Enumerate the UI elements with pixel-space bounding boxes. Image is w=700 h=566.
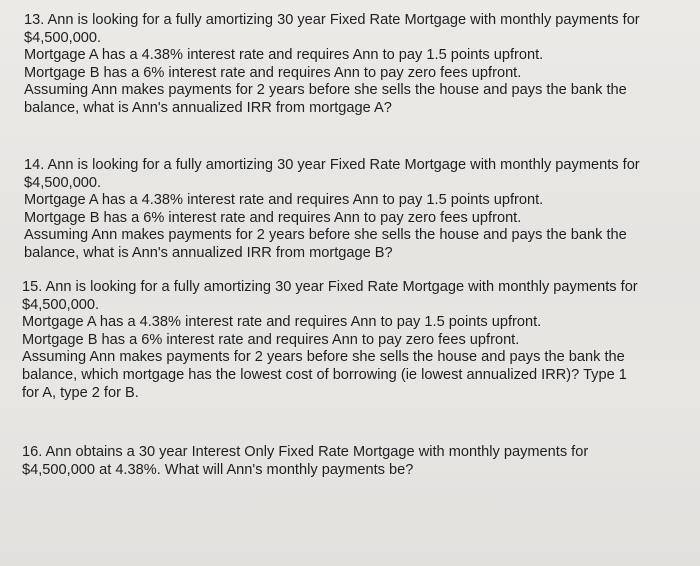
question-line: $4,500,000. xyxy=(24,174,102,191)
question-16 xyxy=(22,444,588,479)
question-13 xyxy=(24,12,640,118)
question-line: Assuming Ann makes payments for 2 years before she sells the house and pays the bank the xyxy=(22,349,625,366)
question-line: Mortgage A has a 4.38% interest rate and requires Ann to pay 1.5 points upfront. xyxy=(24,192,544,209)
question-line: Mortgage B has a 6% interest rate and requires Ann to pay zero fees upfront. xyxy=(24,64,522,81)
question-line: balance, what is Ann's annualized IRR from mortgage B? xyxy=(24,244,393,261)
question-line: 16. Ann obtains a 30 year Interest Only Fixed Rate Mortgage with monthly payments for xyxy=(22,444,589,460)
question-15 xyxy=(22,279,638,402)
question-line: balance, what is Ann's annualized IRR from mortgage A? xyxy=(24,99,392,116)
question-line: Mortgage A has a 4.38% interest rate and requires Ann to pay 1.5 points upfront. xyxy=(22,314,542,331)
question-line: Assuming Ann makes payments for 2 years before she sells the house and pays the bank the xyxy=(24,82,627,99)
question-line: 13. Ann is looking for a fully amortizing 30 year Fixed Rate Mortgage with monthly payments for xyxy=(24,12,640,28)
question-line: Mortgage B has a 6% interest rate and requires Ann to pay zero fees upfront. xyxy=(24,209,522,226)
question-line: $4,500,000 at 4.38%. What will Ann's monthly payments be? xyxy=(22,461,414,478)
question-line: Mortgage B has a 6% interest rate and requires Ann to pay zero fees upfront. xyxy=(22,331,520,348)
question-line: $4,500,000. xyxy=(24,29,102,46)
question-line: Assuming Ann makes payments for 2 years before she sells the house and pays the bank the xyxy=(24,227,627,244)
question-line: Mortgage A has a 4.38% interest rate and requires Ann to pay 1.5 points upfront. xyxy=(24,47,544,64)
question-line: for A, type 2 for B. xyxy=(22,384,139,401)
question-line: $4,500,000. xyxy=(22,296,100,313)
question-line: 14. Ann is looking for a fully amortizing 30 year Fixed Rate Mortgage with monthly payments for xyxy=(24,157,640,173)
question-line: balance, which mortgage has the lowest cost of borrowing (ie lowest annualized IRR)? Type 1 xyxy=(22,366,627,383)
question-line: 15. Ann is looking for a fully amortizing 30 year Fixed Rate Mortgage with monthly payments for xyxy=(22,279,638,295)
question-14 xyxy=(24,157,640,263)
